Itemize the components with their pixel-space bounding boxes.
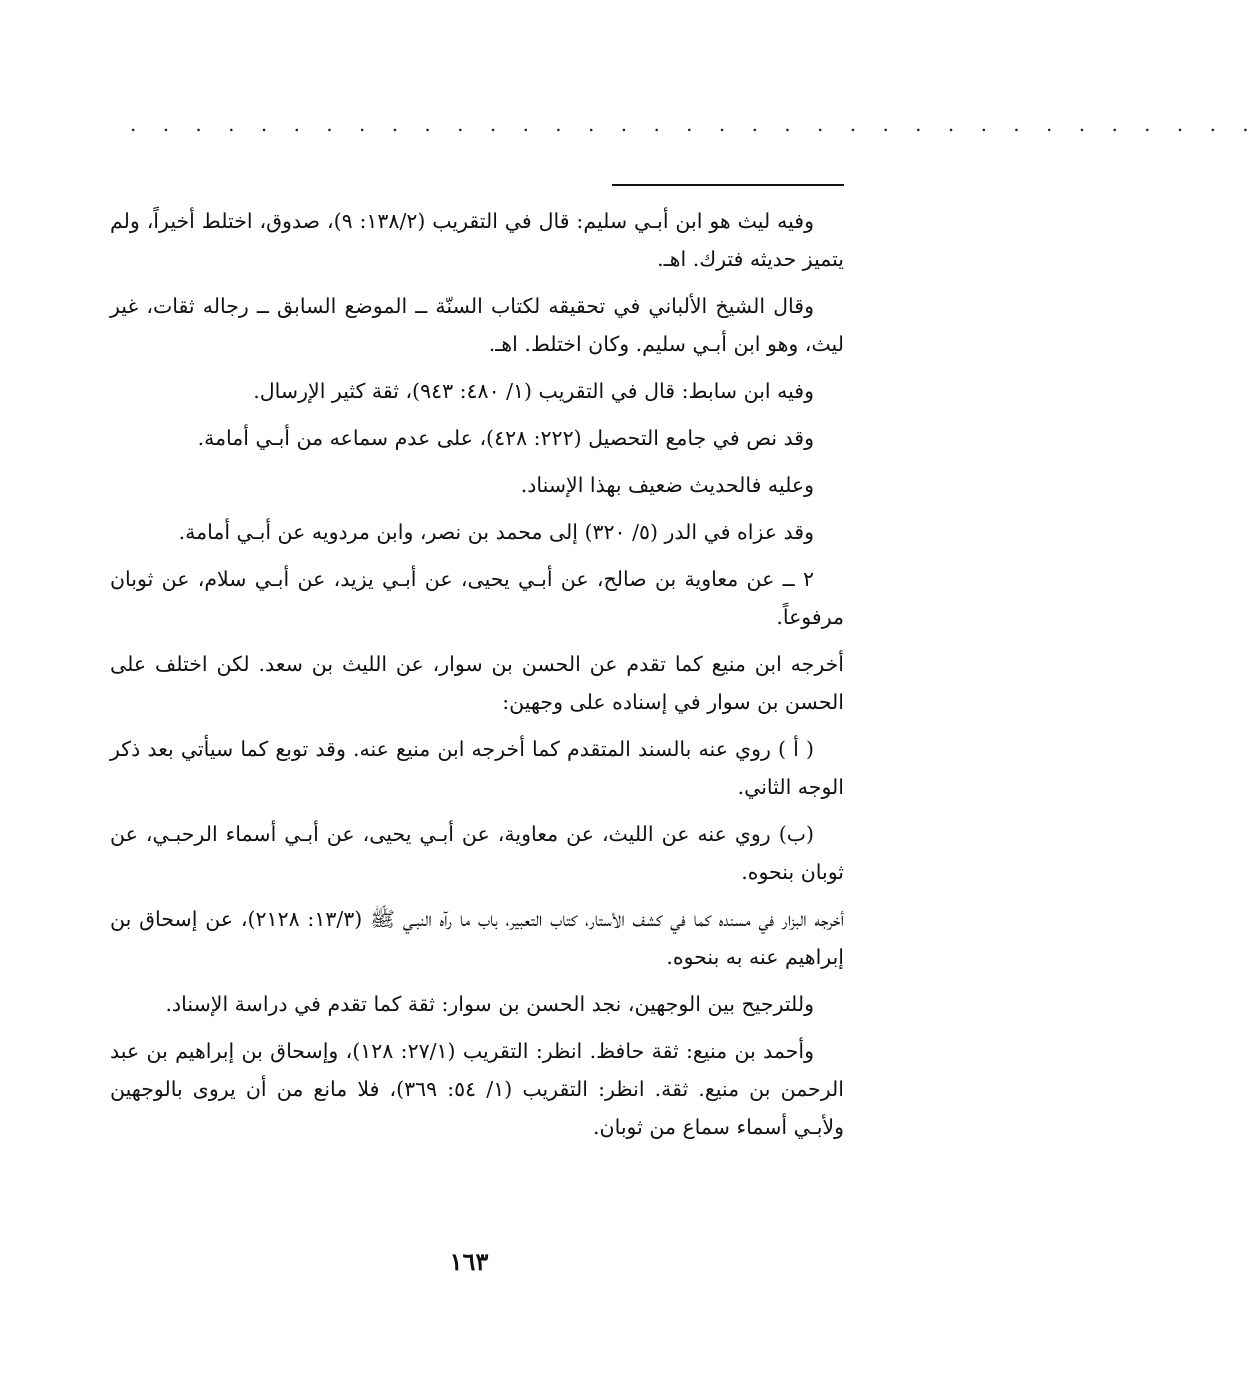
paragraph: ٢ ــ عن معاوية بن صالح، عن أبـي يحيى، عن أبـي يزيد، عن أبـي سلام، عن ثوبان مرفوعاً.: [110, 567, 844, 629]
paragraph: أخرجه ابن منيع كما تقدم عن الحسن بن سوار، عن الليث بن سعد. لكن اختلف على الحسن بن سوار في إسناده على وجهين:: [110, 652, 844, 714]
paragraph: وقد نص في جامع التحصيل (٢٢٢: ٤٢٨)، على عدم سماعه من أبـي أمامة.: [197, 426, 814, 450]
paragraph: (ب) روي عنه عن الليث، عن معاوية، عن أبـي يحيى، عن أبـي أسماء الرحبـي، عن ثوبان بنحوه.: [110, 822, 844, 884]
dotted-separator: . . . . . . . . . . . . . . . . . . . . . . . . . . . . . . . . . . .: [130, 112, 1259, 136]
paragraph: وعليه فالحديث ضعيف بهذا الإسناد.: [520, 473, 814, 497]
paragraph: وقد عزاه في الدر (٥/ ٣٢٠) إلى محمد بن نصر، وابن مردويه عن أبـي أمامة.: [178, 520, 814, 544]
paragraph: ( أ ) روي عنه بالسند المتقدم كما أخرجه ابن منيع عنه. وقد توبع كما سيأتي بعد ذكر الوجه الثاني.: [110, 737, 844, 799]
footnote-rule: [612, 184, 844, 186]
paragraph: وفيه ليث هو ابن أبـي سليم: قال في التقريب (١٣٨/٢: ٩)، صدوق، اختلط أخيراً، ولم يتميز حديثه فترك. اهـ.: [110, 209, 844, 271]
paragraph: وفيه ابن سابط: قال في التقريب (١/ ٤٨٠: ٩٤٣)، ثقة كثير الإرسال.: [253, 379, 814, 403]
footnote-text-block: [110, 202, 844, 1155]
paragraph: وقال الشيخ الألباني في تحقيقه لكتاب السنّة ــ الموضع السابق ــ رجاله ثقات، غير ليث، وهو ابن أبـي سليم. وكان اختلط. اهـ.: [110, 294, 844, 356]
paragraph: أخرجه البزار في مسنده كما في كشف الأستار، كتاب التعبير، باب ما رآه النبـي ﷺ (١٣/٣: ٢١٢٨)، عن إسحاق بن إبراهيم عنه به بنحوه.: [110, 907, 844, 969]
paragraph: وللترجيح بين الوجهين، نجد الحسن بن سوار: ثقة كما تقدم في دراسة الإسناد.: [165, 992, 814, 1016]
page-number: ١٦٣: [449, 1247, 489, 1276]
paragraph: وأحمد بن منيع: ثقة حافظ. انظر: التقريب (٢٧/١: ١٢٨)، وإسحاق بن إبراهيم بن عبد الرحمن بن منيع. ثقة. انظر: التقريب (١/ ٥٤: ٣٦٩)، فلا مانع من أن يروى بالوجهين ولأبـي أسماء سماع من ثوبان.: [110, 1039, 844, 1139]
